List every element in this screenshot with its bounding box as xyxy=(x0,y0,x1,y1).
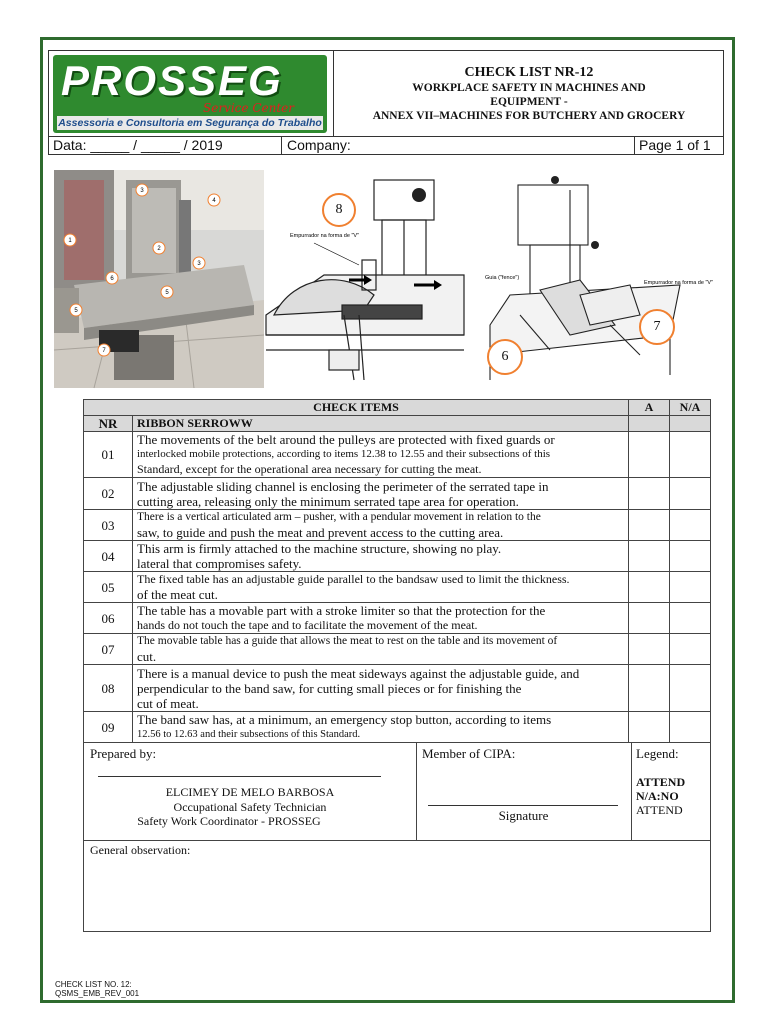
not-applicable-checkbox[interactable] xyxy=(670,572,711,603)
legend-na: N/A:NO xyxy=(636,789,679,803)
item-line: The fixed table has an adjustable guide parallel to the bandsaw used to limit the thickness. xyxy=(137,572,570,586)
photo-marker: 7 xyxy=(102,348,106,354)
legend-na-attend: ATTEND xyxy=(636,803,683,817)
item-line: interlocked mobile protections, according to items 12.38 to 12.55 and their subsections of this xyxy=(137,448,551,460)
not-applicable-checkbox[interactable] xyxy=(670,665,711,712)
item-line: cut of meat. xyxy=(137,695,199,711)
item-line: saw, to guide and push the meat and prevent access to the cutting area. xyxy=(137,525,504,540)
item-line: This arm is firmly attached to the machine structure, showing no play. xyxy=(137,541,502,556)
signature-line xyxy=(98,776,381,777)
title-line-3: EQUIPMENT - xyxy=(490,96,568,108)
checklist-header-row xyxy=(84,400,711,416)
photo-marker: 6 xyxy=(110,276,114,282)
page-number: Page 1 of 1 xyxy=(639,137,711,153)
document-title xyxy=(339,65,719,123)
attend-checkbox[interactable] xyxy=(629,510,670,541)
column-divider xyxy=(631,743,632,840)
legend-label: Legend: xyxy=(636,746,679,761)
col-nr-heading: NR xyxy=(84,416,133,432)
photo-marker: 3 xyxy=(140,188,144,194)
preparer-name: ELCIMEY DE MELO BARBOSA xyxy=(165,785,335,799)
item-line: Standard, except for the operational area necessary for cutting the meat. xyxy=(137,462,482,476)
item-text xyxy=(133,478,629,510)
not-applicable-checkbox[interactable] xyxy=(670,432,711,478)
item-line: The table has a movable part with a stroke limiter so that the protection for the xyxy=(137,603,546,618)
section-title: RIBBON SERROWW xyxy=(133,416,629,432)
prosseg-logo xyxy=(53,55,327,133)
attend-checkbox[interactable] xyxy=(629,712,670,743)
diagram1-marker: 8 xyxy=(322,193,356,227)
diagram2-marker-6: 6 xyxy=(487,339,523,375)
section-a-cell xyxy=(629,416,670,432)
item-line: cutting area, releasing only the minimum serrated tape area for operation. xyxy=(137,493,519,509)
logo-word: PROSSEG xyxy=(61,57,283,104)
item-line: cut. xyxy=(137,649,157,664)
table-row xyxy=(84,541,711,572)
table-row xyxy=(84,665,711,712)
header-divider xyxy=(333,51,334,136)
document-code-line2: QSMS_EMB_REV_001 xyxy=(55,989,140,998)
item-text xyxy=(133,665,629,712)
item-number: 09 xyxy=(84,712,133,743)
meta-row xyxy=(48,137,724,155)
item-number: 08 xyxy=(84,665,133,712)
attend-checkbox[interactable] xyxy=(629,541,670,572)
not-applicable-checkbox[interactable] xyxy=(670,510,711,541)
photo-marker: 1 xyxy=(68,238,72,244)
item-line: The movements of the belt around the pulleys are protected with fixed guards or xyxy=(137,432,555,447)
bandsaw-photo xyxy=(54,170,264,388)
item-line: lateral that compromises safety. xyxy=(137,556,302,571)
item-number: 06 xyxy=(84,603,133,634)
document-code xyxy=(55,980,139,998)
document-code-line1: CHECK LIST NO. 12: xyxy=(55,980,132,989)
item-line: of the meat cut. xyxy=(137,587,218,602)
column-divider xyxy=(416,743,417,840)
item-number: 01 xyxy=(84,432,133,478)
meta-separator xyxy=(634,137,635,154)
general-observation-label: General observation: xyxy=(90,843,191,857)
section-row xyxy=(84,416,711,432)
meta-separator xyxy=(281,137,282,154)
preparer-role: Occupational Safety Technician xyxy=(173,800,327,814)
table-row xyxy=(84,478,711,510)
col-na-heading: N/A xyxy=(670,400,711,416)
section-na-cell xyxy=(670,416,711,432)
not-applicable-checkbox[interactable] xyxy=(670,541,711,572)
check-items-heading: CHECK ITEMS xyxy=(84,400,629,416)
checklist-table xyxy=(83,399,711,743)
diagram2-guide-caption: Guia ("fence") xyxy=(485,275,520,281)
item-line: There is a vertical articulated arm – pusher, with a pendular movement in relation to the xyxy=(137,511,541,523)
table-row xyxy=(84,510,711,541)
item-text xyxy=(133,432,629,478)
diagram2-pusher-caption: Empurrador na forma de "V" xyxy=(644,280,714,286)
prepared-by-label: Prepared by: xyxy=(90,746,157,761)
table-row xyxy=(84,432,711,478)
item-line: The band saw has, at a minimum, an emergency stop button, according to items xyxy=(137,712,552,727)
diagram2-marker-7: 7 xyxy=(639,309,675,345)
attend-checkbox[interactable] xyxy=(629,572,670,603)
date-field: Data: _____ / _____ / 2019 xyxy=(53,137,223,153)
row-divider xyxy=(84,840,710,841)
logo-script: Service Center xyxy=(203,101,294,115)
legend-attend: ATTEND xyxy=(636,775,686,789)
photo-marker: 5 xyxy=(165,290,169,296)
item-number: 03 xyxy=(84,510,133,541)
item-text xyxy=(133,510,629,541)
item-line: The adjustable sliding channel is enclosing the perimeter of the serrated tape in xyxy=(137,478,549,494)
attend-checkbox[interactable] xyxy=(629,432,670,478)
title-line-2: WORKPLACE SAFETY IN MACHINES AND xyxy=(412,82,646,94)
preparer-org: Safety Work Coordinator - PROSSEG xyxy=(137,814,321,828)
item-text xyxy=(133,541,629,572)
item-number: 04 xyxy=(84,541,133,572)
item-line: The movable table has a guide that allows the meat to rest on the table and its movement of xyxy=(137,635,558,647)
attend-checkbox[interactable] xyxy=(629,478,670,510)
diagram1-caption: Empurrador na forma de "V" xyxy=(290,233,360,239)
item-number: 02 xyxy=(84,478,133,510)
title-line-1: CHECK LIST NR-12 xyxy=(464,65,594,80)
table-row xyxy=(84,572,711,603)
item-number: 07 xyxy=(84,634,133,665)
item-text xyxy=(133,634,629,665)
pusher-diagram xyxy=(264,175,468,385)
item-text xyxy=(133,712,629,743)
item-line: There is a manual device to push the meat sideways against the adjustable guide, and xyxy=(137,665,580,681)
company-field: Company: xyxy=(287,137,351,153)
col-a-heading: A xyxy=(629,400,670,416)
table-row xyxy=(84,603,711,634)
not-applicable-checkbox[interactable] xyxy=(670,603,711,634)
photo-marker: 3 xyxy=(197,261,201,267)
attend-checkbox[interactable] xyxy=(629,634,670,665)
item-text xyxy=(133,603,629,634)
item-number: 05 xyxy=(84,572,133,603)
table-row xyxy=(84,712,711,743)
not-applicable-checkbox[interactable] xyxy=(670,478,711,510)
title-line-4: ANNEX VII–MACHINES FOR BUTCHERY AND GROCERY xyxy=(372,110,686,122)
photo-marker: 2 xyxy=(157,246,161,252)
signature-block xyxy=(83,742,711,932)
attend-checkbox[interactable] xyxy=(629,665,670,712)
photo-marker: 5 xyxy=(74,308,78,314)
photo-marker: 4 xyxy=(212,198,216,204)
document-header xyxy=(48,50,724,137)
not-applicable-checkbox[interactable] xyxy=(670,712,711,743)
table-row xyxy=(84,634,711,665)
cipa-label: Member of CIPA: xyxy=(422,746,516,761)
general-observation-field[interactable] xyxy=(86,859,706,929)
item-line: hands do not touch the tape and to facilitate the movement of the meat. xyxy=(137,618,478,632)
item-line: perpendicular to the band saw, for cutting small pieces or for finishing the xyxy=(137,680,522,696)
item-line: 12.56 to 12.63 and their subsections of this Standard. xyxy=(137,729,361,740)
item-text xyxy=(133,572,629,603)
logo-tagline: Assessoria e Consultoria em Segurança do Trabalho xyxy=(58,117,322,129)
cipa-signature-line[interactable] xyxy=(428,805,618,806)
cipa-signature-label: Signature xyxy=(498,808,549,823)
not-applicable-checkbox[interactable] xyxy=(670,634,711,665)
attend-checkbox[interactable] xyxy=(629,603,670,634)
